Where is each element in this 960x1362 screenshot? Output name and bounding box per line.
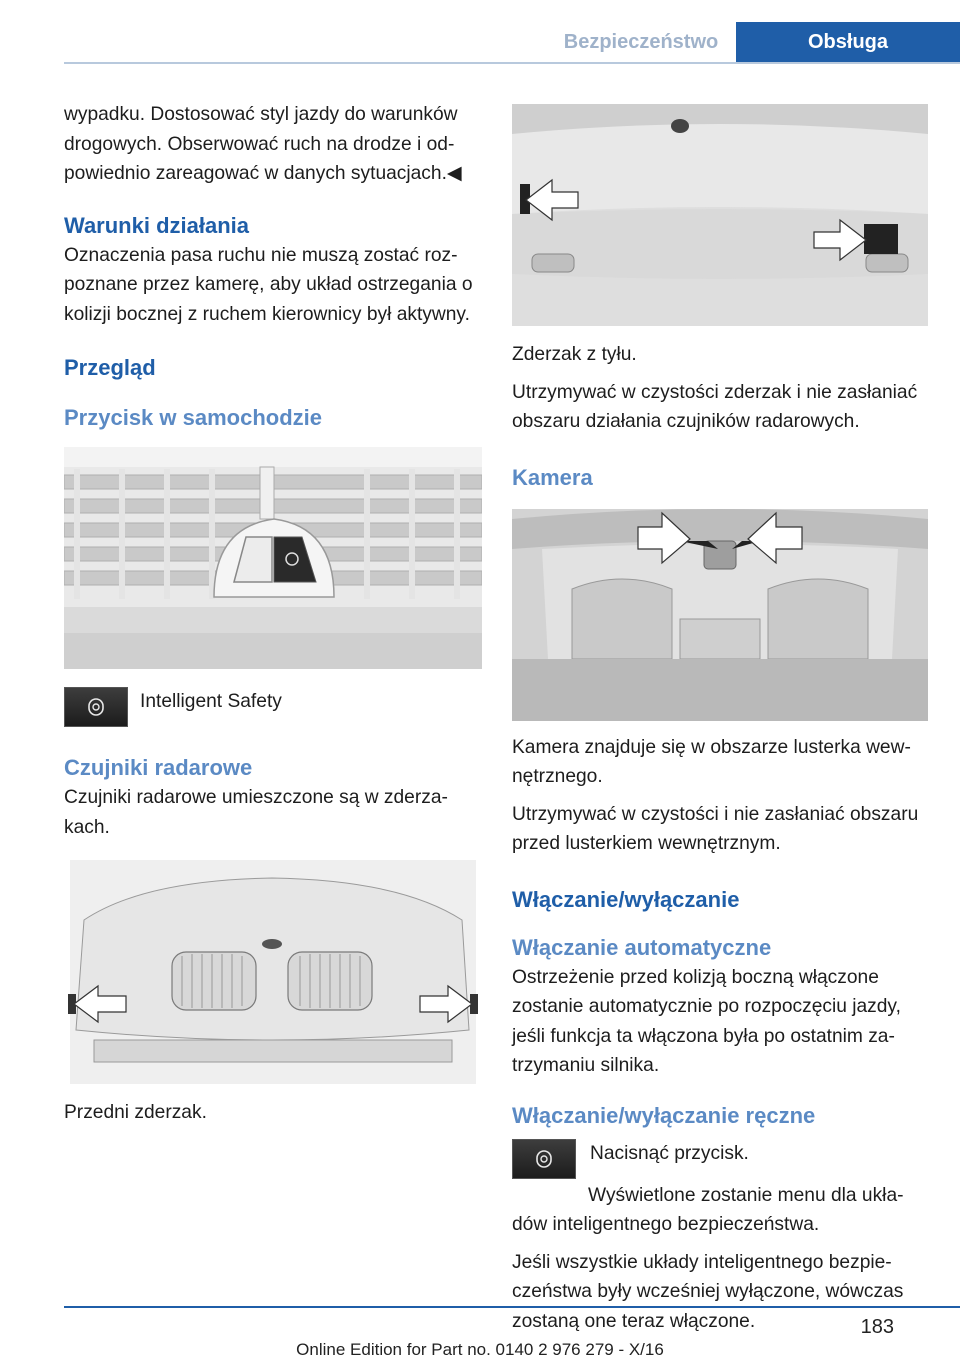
button-label: Intelligent Safety — [140, 691, 282, 712]
button-in-car-illustration — [64, 447, 482, 669]
conditions-paragraph: Oznaczenia pasa ruchu nie muszą zostać rozpoznane przez kamerę, aby układ ostrzegania o kolizji bocznej z ruchem kierownicy był aktywny. — [64, 244, 473, 325]
camera-heading: Kamera — [512, 464, 593, 490]
header-tab-safety: Bezpieczeństwo — [563, 31, 719, 53]
header-tab-operation: Obsługa — [736, 22, 960, 62]
camera-paragraph-2: Utrzymywać w czystości i nie zasłaniać obszaru przed lusterkiem wewnętrznym. — [512, 803, 919, 854]
page-number: 183 — [860, 1316, 894, 1338]
manual-step-1: Nacisnąć przycisk. — [590, 1142, 749, 1164]
left-column — [64, 100, 482, 1128]
button-legend — [64, 687, 482, 727]
radar-heading: Czujniki radarowe — [64, 755, 253, 780]
auto-paragraph: Ostrzeżenie przed kolizją boczną włączone zostanie automatycznie po rozpoczęciu jazdy, jeśli funkcja ta włączona była po ostatnim zatrzymaniu silnika. — [512, 966, 901, 1076]
auto-heading: Włączanie automatyczne — [512, 934, 772, 960]
intelligent-safety-button-icon-2 — [512, 1139, 576, 1179]
button-heading: Przycisk w samochodzie — [64, 405, 322, 430]
front-caption: Przedni zderzak. — [64, 1102, 207, 1123]
rear-bumper-illustration — [512, 104, 928, 326]
radar-paragraph: Czujniki radarowe umieszczone są w zderzakach. — [64, 787, 448, 838]
manual-paragraph: Jeśli wszystkie układy inteligentnego bezpieczeństwa były wcześniej wyłączone, wówczas zostaną one teraz włączone. — [512, 1251, 904, 1332]
conditions-heading: Warunki działania — [64, 212, 250, 238]
rear-caption: Zderzak z tyłu. — [512, 344, 637, 365]
manual-step-2: Wyświetlone zostanie menu dla układów inteligentnego bezpieczeństwa. — [512, 1184, 904, 1235]
intro-paragraph: wypadku. Dostosować styl jazdy do warunków drogowych. Obserwować ruch na drodze i odpowiednio zareagować w danych sytuacjach.◀ — [64, 104, 462, 184]
overview-heading: Przegląd — [64, 355, 156, 380]
rear-paragraph: Utrzymywać w czystości zderzak i nie zasłaniać obszaru działania czujników radarowych. — [512, 381, 918, 432]
camera-paragraph-1: Kamera znajduje się w obszarze lusterka wewnętrznego. — [512, 736, 911, 787]
manual-step-block — [512, 1139, 932, 1179]
intelligent-safety-button-icon — [64, 687, 128, 727]
header-rule — [64, 62, 960, 64]
camera-interior-illustration — [512, 509, 928, 721]
edition-note: Online Edition for Part no. 0140 2 976 279 - X/16 — [296, 1340, 664, 1359]
manual-heading: Włączanie/wyłączanie ręczne — [512, 1102, 816, 1128]
right-column — [512, 104, 932, 1336]
footer-rule — [64, 1306, 960, 1308]
onoff-heading: Włączanie/wyłączanie — [512, 886, 740, 912]
front-bumper-illustration — [64, 860, 482, 1084]
